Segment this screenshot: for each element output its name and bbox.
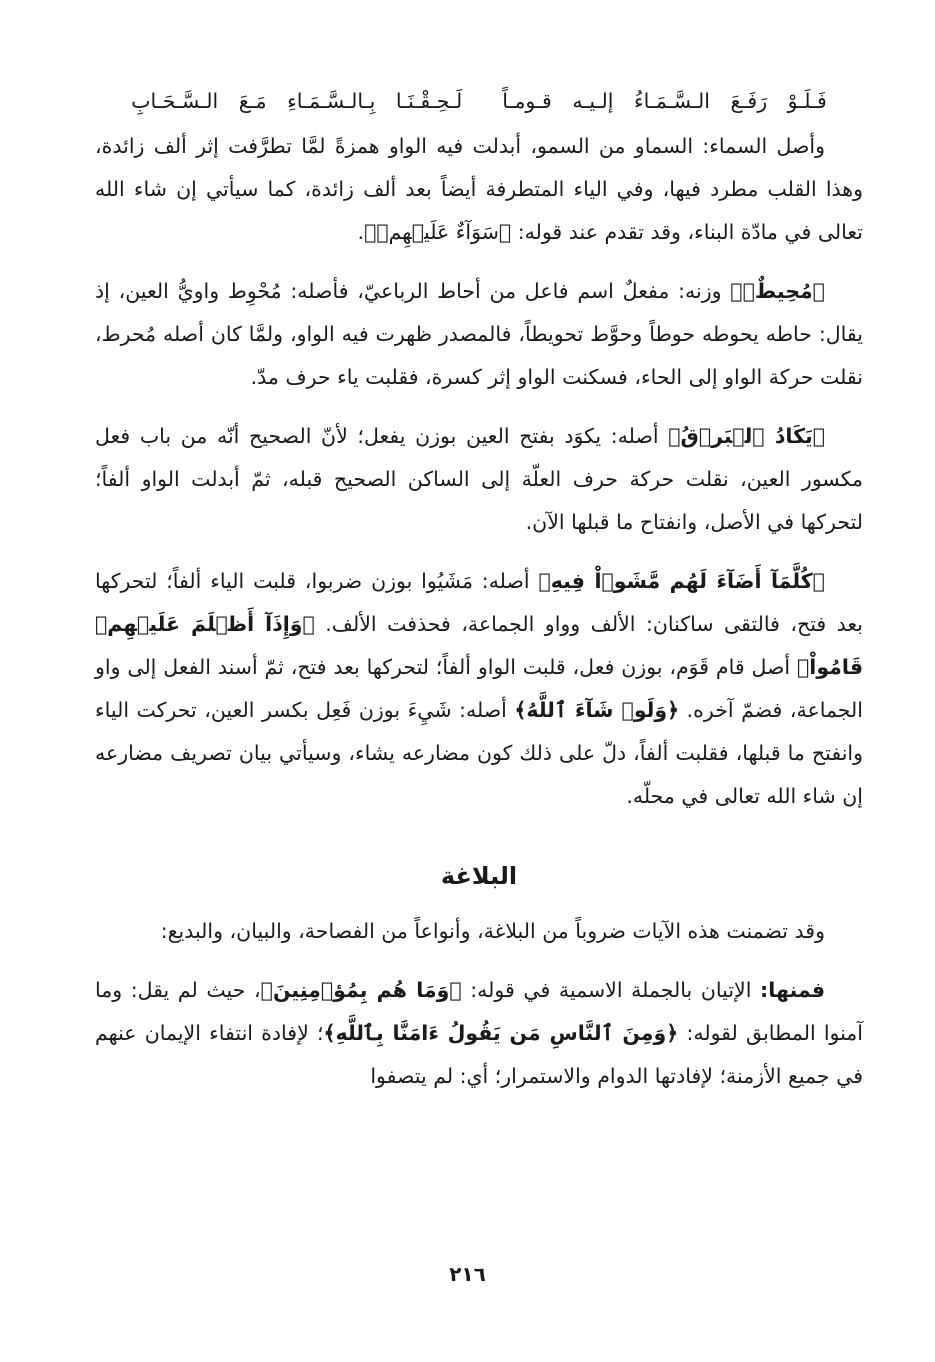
quran-quote-aamanna: ﴿وَمِنَ ٱلنَّاسِ مَن يَقُولُ ءَامَنَّا بِٱللَّهِ﴾ [323, 1021, 679, 1045]
paragraph-samaa: وأصل السماء: السماو من السمو، أبدلت فيه الواو همزةً لمَّا تطرَّفت إثر ألف زائدة، وهذا القلب مطرد فيها، وفي الياء المتطرفة أيضاً بعد ألف زائدة، كما سيأتي إن شاء الله تعالى في مادّة البناء، وقد تقدم عند قوله: ﴿سَوَآءٌ عَلَيۡهِمۡ﴾. [95, 134, 863, 244]
first-text-1: الإتيان بالجملة الاسمية في قوله: [461, 978, 761, 1002]
verse-second-hemistich: لَـحِـقْـنَـا بِـالـسَّـمَـاءِ مَـعَ الـسَّـحَـابِ [131, 89, 463, 113]
quran-quote-azlama: ﴿وَإِذَآ أَظۡلَمَ عَلَيۡهِمۡ قَامُواْ﴾ [95, 612, 863, 679]
paragraph-muheet [95, 270, 863, 399]
section-heading: البلاغة [440, 862, 518, 890]
paragraph-balagha-intro: وقد تضمنت هذه الآيات ضروباً من البلاغة، وأنواعاً من الفصاحة، والبيان، والبديع: [160, 919, 825, 943]
quran-quote-muheet: ﴿مُحِيطٌۢ﴾ [730, 279, 825, 303]
page-number: ٢١٦ [449, 1262, 486, 1286]
paragraph-kullama [95, 560, 863, 818]
poetry-verse [95, 80, 863, 123]
quran-quote-yakad: ﴿يَكَادُ ٱلۡبَرۡقُ﴾ [668, 424, 825, 448]
first-text-3: ؛ لإفادة انتفاء الإيمان عنهم في جميع الأزمنة؛ لإفادتها الدوام والاستمرار؛ أي: لم يتصفوا [95, 1021, 863, 1088]
verse-first-hemistich: فَـلَـوْ رَفَـعَ الـسَّـمَـاءُ إلـيـه قـومـاً [502, 89, 827, 113]
kullama-text-1: أصله: مَشَيُوا بوزن ضربوا، قلبت الياء ألفاً؛ لتحركها بعد فتح، فالتقى ساكنان: الألف وواو الجماعة، فحذفت الألف. [95, 569, 863, 636]
paragraph-balagha-first [95, 969, 863, 1098]
quran-quote-law: ﴿وَلَوۡ شَآءَ ٱللَّهُ﴾ [514, 698, 680, 722]
kullama-text-3: أصله: شَيِءَ بوزن فَعِل بكسر العين، تحركت الياء وانفتح ما قبلها، فقلبت ألفاً، دلّ على ذلك كون مضارعه يشاء، وسيأتي بيان تصريف مضارعه إن شاء الله تعالى في محلّه. [95, 698, 863, 808]
kullama-text-2: أصل قام قَوَم، بوزن فعل، قلبت الواو ألفاً؛ لتحركها بعد فتح، ثمّ أسند الفعل إلى واو الجماعة، فضمّ آخره. [95, 655, 863, 722]
first-lead: فمنها: [760, 978, 826, 1002]
quran-quote-mahum: ﴿وَمَا هُم بِمُؤۡمِنِينَ﴾ [260, 978, 462, 1002]
page-body [95, 60, 863, 1098]
first-text-2: ، حيث لم يقل: وما آمنوا المطابق لقوله: [95, 978, 863, 1045]
yakad-text: أصله: يكوَد بفتح العين بوزن يفعل؛ لأنّ الصحيح أنّه من باب فعل مكسور العين، نقلت حركة حرف العلّة إلى الساكن الصحيح قبله، ثمّ أبدلت الواو ألفاً؛ لتحركها في الأصل، وانفتاح ما قبلها الآن. [95, 424, 863, 534]
quran-quote-kullama: ﴿كُلَّمَآ أَضَآءَ لَهُم مَّشَوۡاْ فِيهِ﴾ [538, 569, 825, 593]
paragraph-yakad [95, 415, 863, 544]
muheet-text: وزنه: مفعلٌ اسم فاعل من أحاط الرباعيّ، فأصله: مُحْوِط واويُّ العين، إذ يقال: حاطه يحوطه حوطاً وحوَّط تحويطاً، فالمصدر ظهرت فيه الواو، ولمَّا كان أصله مُحرط، نقلت حركة الواو إلى الحاء، فسكنت الواو إثر كسرة، فقلبت ياء حرف مدّ. [95, 279, 863, 389]
